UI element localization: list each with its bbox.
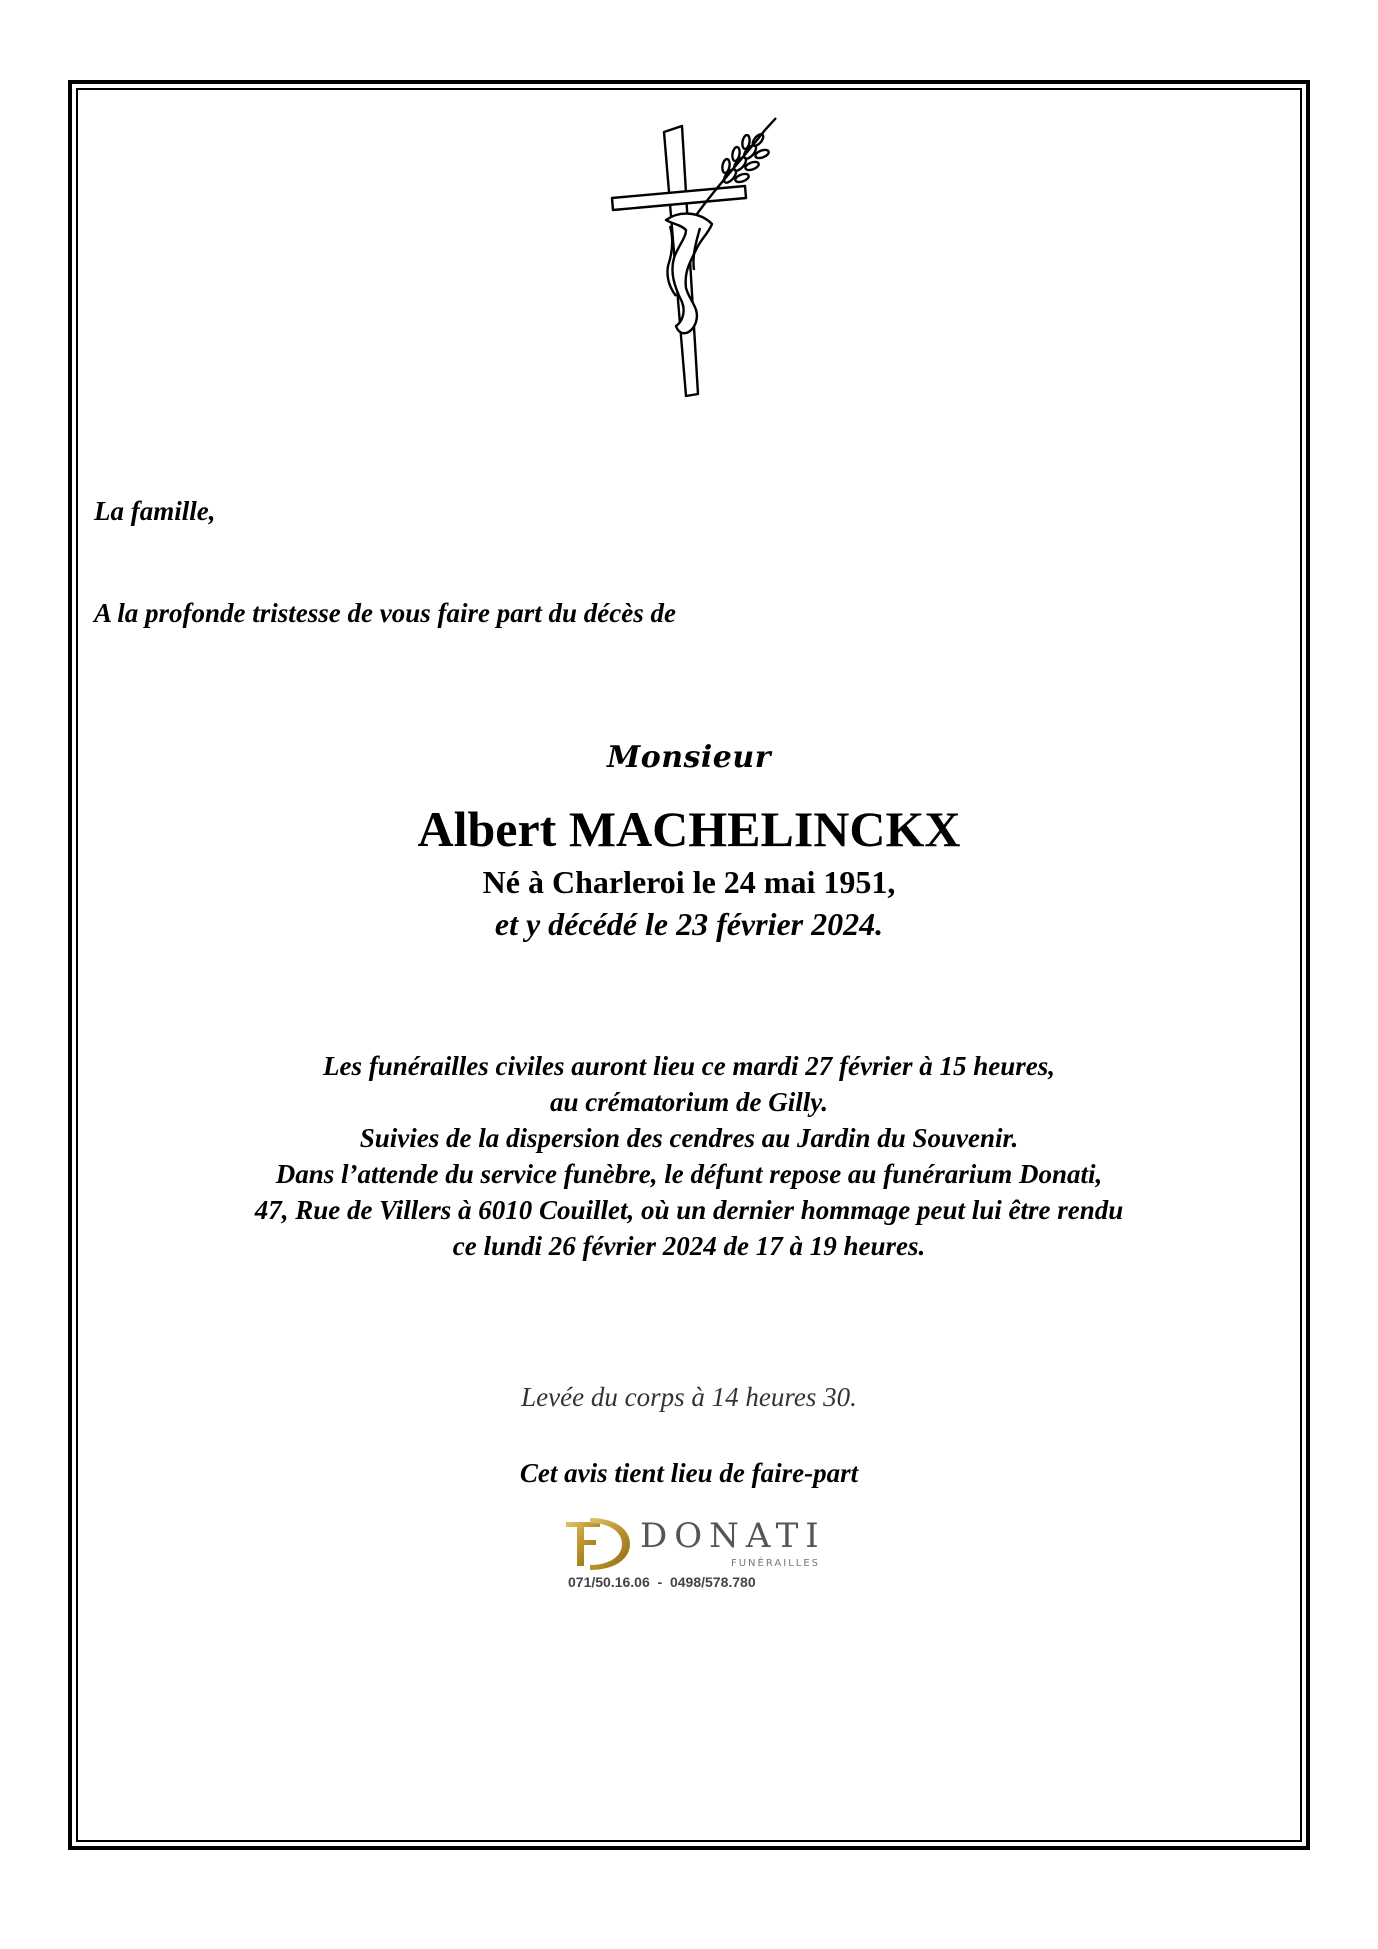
funeral-line: 47, Rue de Villers à 6010 Couillet, où un dernier hommage peut lui être rendu — [254, 1195, 1124, 1225]
funeral-line: Suivies de la dispersion des cendres au Jardin du Souvenir. — [359, 1123, 1019, 1153]
donati-monogram-icon — [560, 1514, 636, 1572]
donati-logo — [560, 1514, 830, 1594]
funeral-line: au crématorium de Gilly. — [550, 1087, 828, 1117]
cross-with-wheat-icon — [600, 112, 790, 402]
funeral-line: Les funérailles civiles auront lieu ce mardi 27 février à 15 heures, — [323, 1051, 1055, 1081]
funeral-details — [0, 1048, 1378, 1264]
deceased-name: Albert MACHELINCKX — [417, 801, 961, 857]
greeting-text: La famille, — [94, 496, 216, 526]
logo-subtitle: FUNÉRAILLES — [730, 1558, 820, 1569]
logo-phone: 071/50.16.06 - 0498/578.780 — [568, 1574, 756, 1590]
levee-text: Levée du corps à 14 heures 30. — [521, 1382, 857, 1412]
death-info: et y décédé le 23 février 2024. — [494, 906, 884, 942]
notice-text: Cet avis tient lieu de faire-part — [519, 1458, 859, 1488]
birth-info: Né à Charleroi le 24 mai 1951, — [482, 864, 896, 900]
funeral-line: Dans l’attende du service funèbre, le défunt repose au funérarium Donati, — [275, 1159, 1103, 1189]
deceased-title: Monsieur — [606, 740, 772, 775]
announcement-text: A la profonde tristesse de vous faire part du décès de — [94, 598, 676, 628]
logo-name: DONATI — [640, 1516, 826, 1556]
funeral-line: ce lundi 26 février 2024 de 17 à 19 heures. — [452, 1231, 926, 1261]
